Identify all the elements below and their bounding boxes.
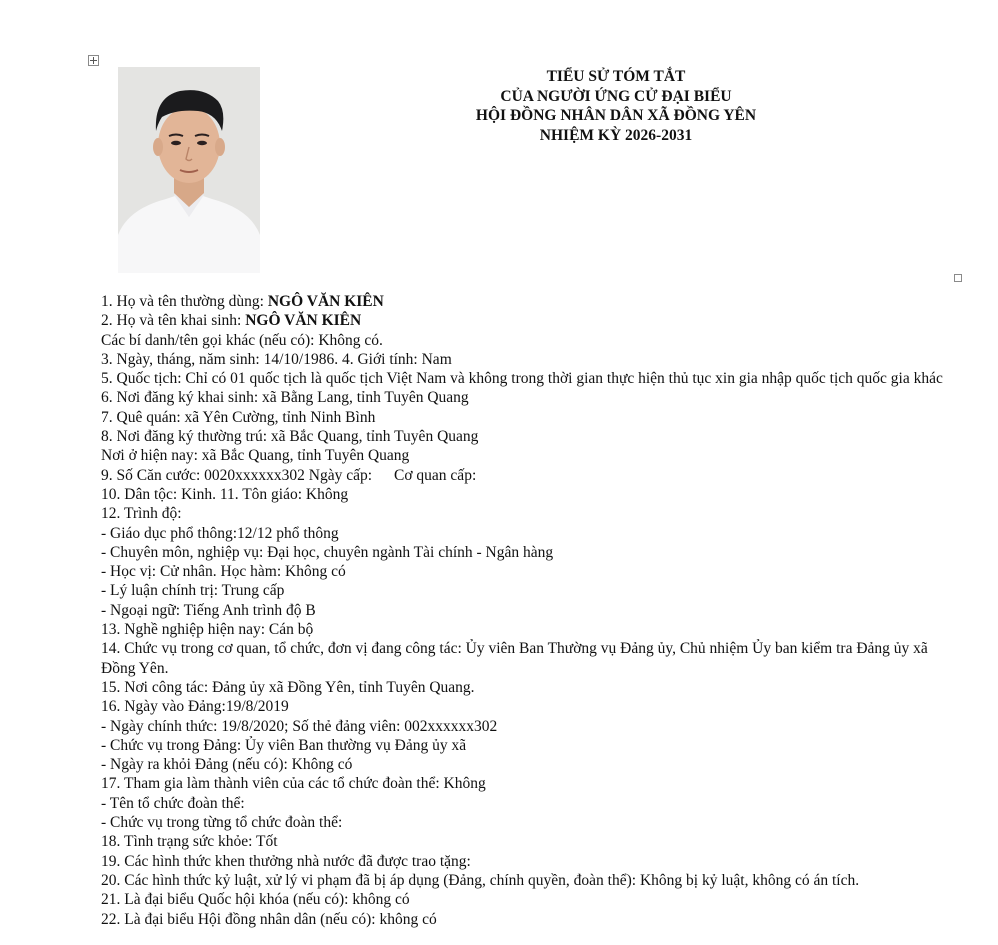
political-theory-line: - Lý luận chính trị: Trung cấp: [101, 582, 285, 600]
awards-line: 19. Các hình thức khen thưởng nhà nước đã được trao tặng:: [101, 852, 471, 870]
party-leave-line: - Ngày ra khỏi Đảng (nếu có): Không có: [101, 756, 353, 774]
hometown-line: 7. Quê quán: xã Yên Cường, tỉnh Ninh Bình: [101, 408, 376, 426]
common-name-line: 1. Họ và tên thường dùng: NGÔ VĂN KIÊN: [101, 293, 384, 310]
party-position-line: - Chức vụ trong Đảng: Ủy viên Ban thường vụ Đảng ủy xã: [101, 736, 467, 754]
biography-content: [101, 292, 963, 929]
foreign-language-line: - Ngoại ngữ: Tiếng Anh trình độ B: [101, 601, 316, 619]
party-join-date-line: 16. Ngày vào Đảng:19/8/2019: [101, 698, 289, 716]
common-name-value: NGÔ VĂN KIÊN: [267, 293, 384, 310]
birth-registration-line: 6. Nơi đăng ký khai sinh: xã Bằng Lang, tỉnh Tuyên Quang: [101, 389, 469, 407]
mass-organization-line: 17. Tham gia làm thành viên của các tổ chức đoàn thể: Không: [101, 775, 486, 793]
permanent-residence-line: 8. Nơi đăng ký thường trú: xã Bắc Quang, tỉnh Tuyên Quang: [101, 428, 479, 446]
header-subtitle: CỦA NGƯỜI ỨNG CỬ ĐẠI BIỂU: [500, 87, 732, 105]
birth-name-line: 2. Họ và tên khai sinh: NGÔ VĂN KIÊN: [101, 312, 362, 330]
health-line: 18. Tình trạng sức khỏe: Tốt: [101, 833, 278, 851]
peoples-council-line: 22. Là đại biểu Hội đồng nhân dân (nếu có): không có: [101, 910, 437, 928]
header-council: HỘI ĐỒNG NHÂN DÂN XÃ ĐỒNG YÊN: [475, 107, 757, 124]
general-education-line: - Giáo dục phổ thông:12/12 phổ thông: [101, 524, 339, 542]
organization-name-line: - Tên tổ chức đoàn thể:: [101, 794, 245, 812]
document-header: [415, 67, 817, 145]
birthdate-gender-line: 3. Ngày, tháng, năm sinh: 14/10/1986. 4. Giới tính: Nam: [101, 350, 452, 368]
portrait-icon: [118, 67, 260, 273]
education-heading: 12. Trình độ:: [101, 505, 182, 523]
table-resize-handle-icon[interactable]: [954, 274, 962, 282]
organization-position-line: - Chức vụ trong từng tổ chức đoàn thể:: [101, 814, 343, 832]
workplace-line: 15. Nơi công tác: Đảng ủy xã Đồng Yên, tỉnh Tuyên Quang.: [101, 678, 475, 696]
id-card-line: 9. Số Căn cước: 0020xxxxxx302 Ngày cấp: Cơ quan cấp:: [101, 466, 477, 484]
nationality-line: 5. Quốc tịch: Chỉ có 01 quốc tịch là quốc tịch Việt Nam và không trong thời gian thực hiện thủ tục xin gia nhập quốc tịch quốc gia khác: [101, 370, 943, 388]
birth-name-value: NGÔ VĂN KIÊN: [245, 312, 362, 330]
national-assembly-line: 21. Là đại biểu Quốc hội khóa (nếu có): không có: [101, 891, 410, 909]
discipline-line: 20. Các hình thức kỷ luật, xử lý vi phạm đã bị áp dụng (Đảng, chính quyền, đoàn thể): Không bị kỷ luật, không có án tích.: [101, 871, 860, 889]
table-move-handle-icon[interactable]: [88, 55, 99, 66]
degree-line: - Học vị: Cử nhân. Học hàm: Không có: [101, 563, 346, 581]
occupation-line: 13. Nghề nghiệp hiện nay: Cán bộ: [101, 621, 314, 639]
alias-line: Các bí danh/tên gọi khác (nếu có): Không có.: [101, 331, 383, 349]
ethnicity-religion-line: 10. Dân tộc: Kinh. 11. Tôn giáo: Không: [101, 485, 349, 503]
professional-line: - Chuyên môn, nghiệp vụ: Đại học, chuyên ngành Tài chính - Ngân hàng: [101, 543, 554, 561]
header-title: TIỂU SỬ TÓM TẮT: [546, 68, 686, 85]
header-term: NHIỆM KỲ 2026-2031: [539, 126, 693, 144]
party-official-line: - Ngày chính thức: 19/8/2020; Số thẻ đảng viên: 002xxxxxx302: [101, 717, 498, 735]
candidate-portrait-photo: [118, 67, 260, 273]
position-line: 14. Chức vụ trong cơ quan, tổ chức, đơn vị đang công tác: Ủy viên Ban Thường vụ Đảng ủy, Chủ nhiệm Ủy ban kiểm tra Đảng ủy xã Đồng Yên.: [101, 640, 928, 677]
current-residence-line: Nơi ở hiện nay: xã Bắc Quang, tỉnh Tuyên Quang: [101, 447, 410, 465]
